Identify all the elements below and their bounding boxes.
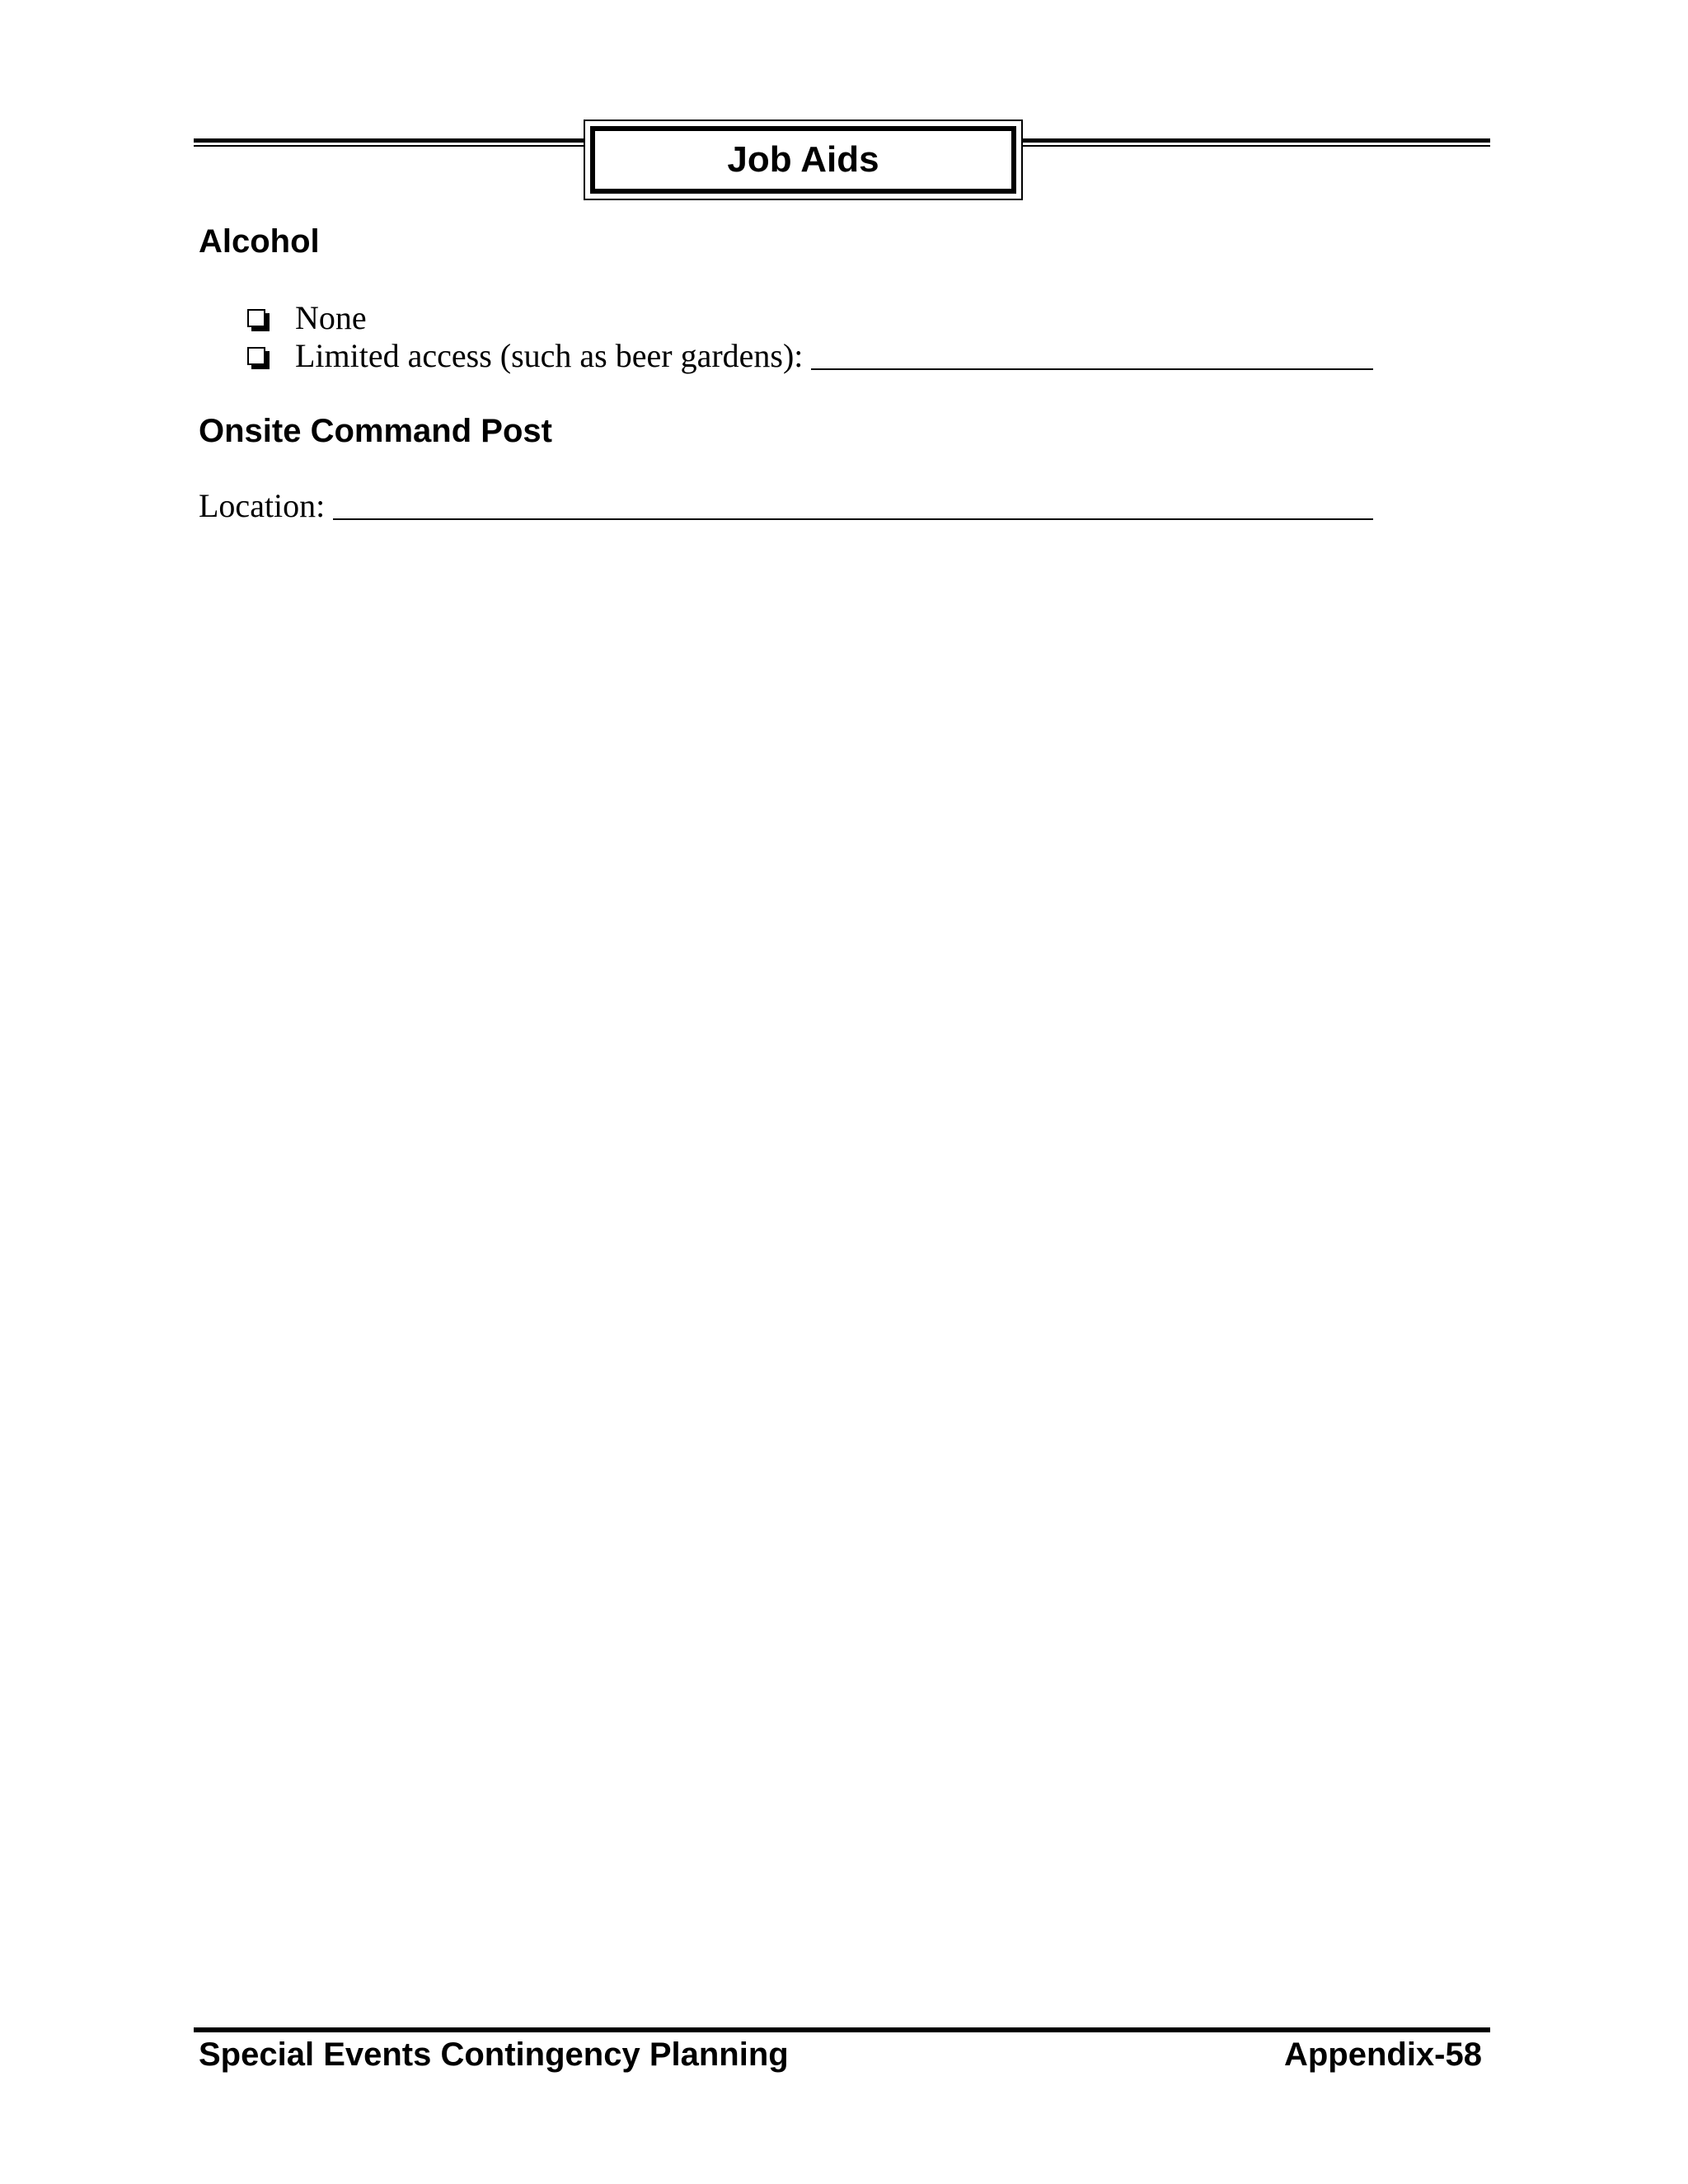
option-label: None [295, 299, 367, 336]
section-heading-command-post: Onsite Command Post [199, 413, 552, 449]
option-label: Limited access (such as beer gardens): [295, 337, 804, 374]
header-rule-left [194, 138, 584, 147]
page-title: Job Aids [590, 126, 1016, 194]
option-none[interactable] [247, 299, 367, 336]
section-heading-alcohol: Alcohol [199, 223, 320, 260]
checkbox-icon[interactable] [247, 309, 269, 330]
location-field [199, 487, 1373, 524]
footer-rule [194, 2027, 1490, 2032]
location-blank-line[interactable] [333, 518, 1373, 520]
checkbox-icon[interactable] [247, 347, 269, 368]
footer-document-title: Special Events Contingency Planning [199, 2036, 789, 2073]
header-rule-right [1023, 138, 1490, 147]
location-label: Location: [199, 487, 326, 524]
title-box [584, 120, 1023, 200]
footer-page-number: Appendix-58 [1283, 2036, 1482, 2073]
option-limited-access[interactable] [247, 337, 1373, 374]
limited-access-blank-line[interactable] [811, 368, 1373, 370]
